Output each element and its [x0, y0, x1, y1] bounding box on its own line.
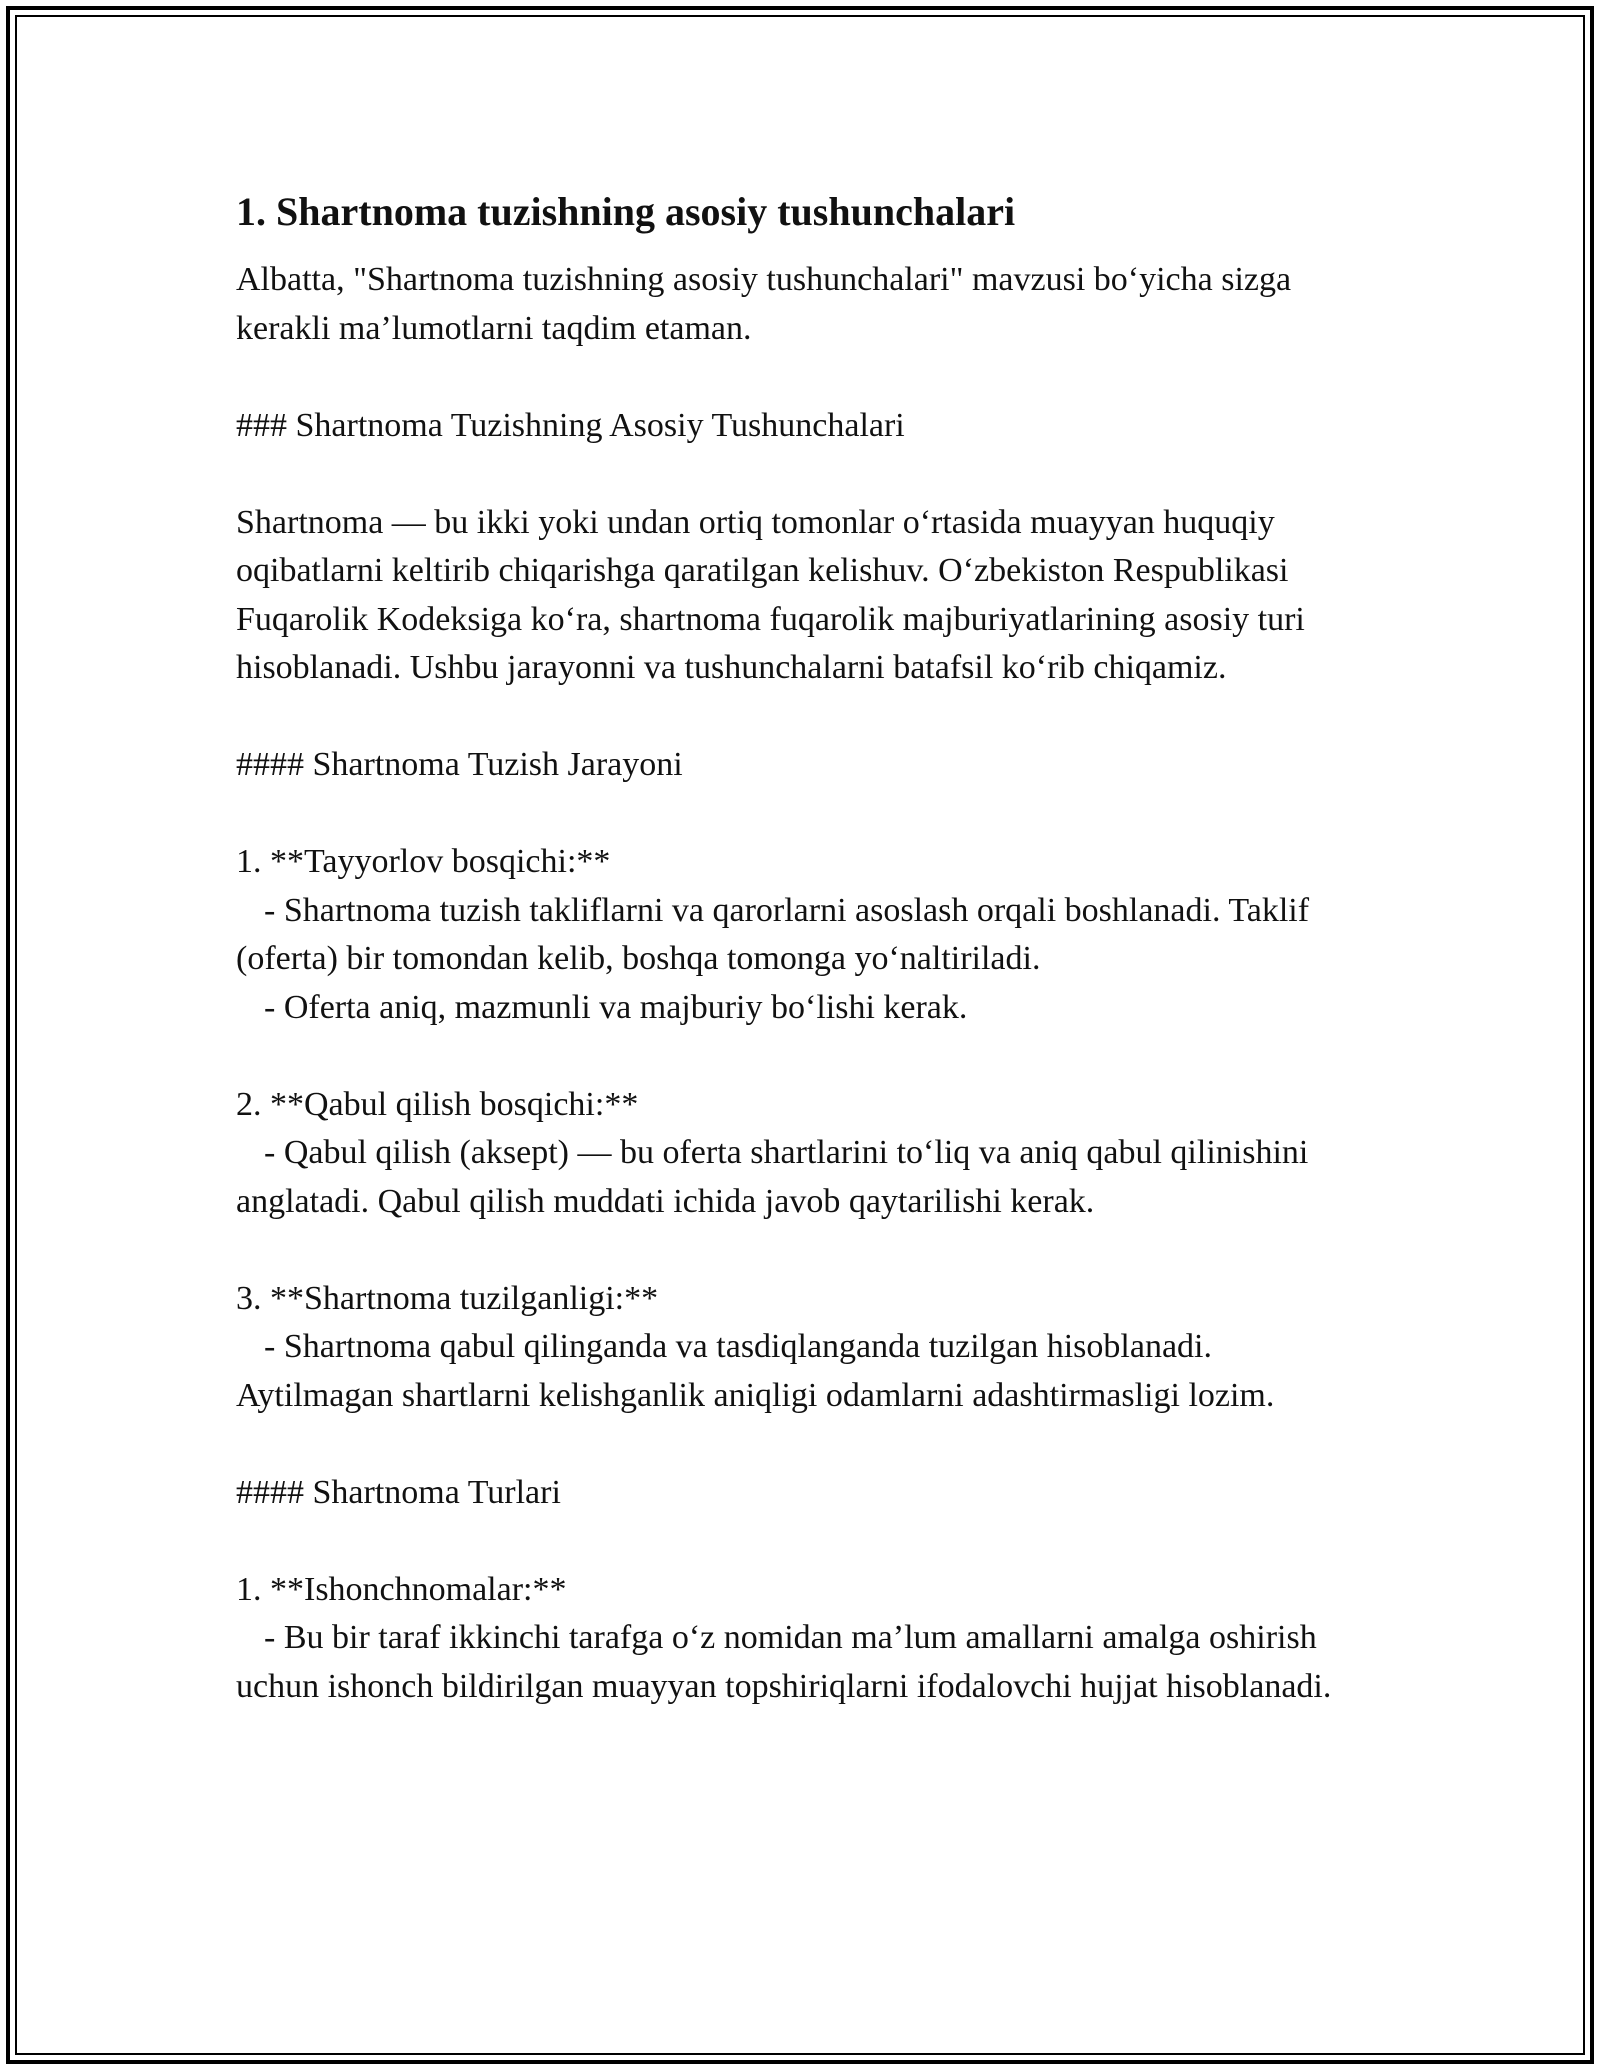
list-item-line: - Shartnoma qabul qilinganda va tasdiqlanganda tuzilgan hisoblanadi. Aytilmagan shartlarni kelishganlik aniqligi odamlarni adashtirmasligi lozim. — [236, 1328, 1275, 1414]
list-item-title: 1. **Tayyorlov bosqichi:** — [236, 843, 611, 880]
list-item-tayyorlov — [236, 838, 1366, 1032]
list-item-title: 3. **Shartnoma tuzilganligi:** — [236, 1279, 659, 1317]
section-heading-jarayoni: #### Shartnoma Tuzish Jarayoni — [236, 746, 683, 783]
list-item-line: - Oferta aniq, mazmunli va majburiy bo‘lishi kerak. — [264, 988, 968, 1026]
section-heading-turlari: #### Shartnoma Turlari — [236, 1473, 561, 1511]
list-item-ishonchnomalar — [236, 1566, 1366, 1712]
document-title: 1. Shartnoma tuzishning asosiy tushunchalari — [236, 189, 1016, 234]
list-item-line: - Bu bir taraf ikkinchi tarafga o‘z nomidan ma’lum amallarni amalga oshirish uchun ishonch bildirilgan muayyan topshiriqlarni ifodalovchi hujjat hisoblanadi. — [236, 1619, 1332, 1705]
list-item-line: - Shartnoma tuzish takliflarni va qarorlarni asoslash orqali boshlanadi. Taklif (oferta) bir tomondan kelib, boshqa tomonga yo‘naltiriladi. — [236, 891, 1318, 977]
main-heading: ### Shartnoma Tuzishning Asosiy Tushunchalari — [236, 406, 905, 444]
definition-paragraph: Shartnoma — bu ikki yoki undan ortiq tomonlar o‘rtasida muayyan huquqiy oqibatlarni keltirib chiqarishga qaratilgan kelishuv. O‘zbekiston Respublikasi Fuqarolik Kodeksiga ko‘ra, shartnoma fuqarolik majburiyatlarining asosiy turi hisoblanadi. Ushbu jarayonni va tushunchalarni batafsil ko‘rib chiqamiz. — [236, 503, 1314, 686]
list-item-title: 2. **Qabul qilish bosqichi:** — [236, 1085, 639, 1123]
document-body — [236, 186, 1366, 1760]
list-item-line: - Qabul qilish (aksept) — bu oferta shartlarini to‘liq va aniq qabul qilinishini anglatadi. Qabul qilish muddati ichida javob qaytarilishi kerak. — [236, 1134, 1317, 1220]
list-item-title: 1. **Ishonchnomalar:** — [236, 1570, 567, 1608]
list-item-tuzilganligi — [236, 1275, 1366, 1421]
list-item-qabul — [236, 1081, 1366, 1227]
intro-paragraph: Albatta, "Shartnoma tuzishning asosiy tushunchalari" mavzusi bo‘yicha sizga kerakli ma’lumotlarni taqdim etaman. — [236, 261, 1300, 347]
